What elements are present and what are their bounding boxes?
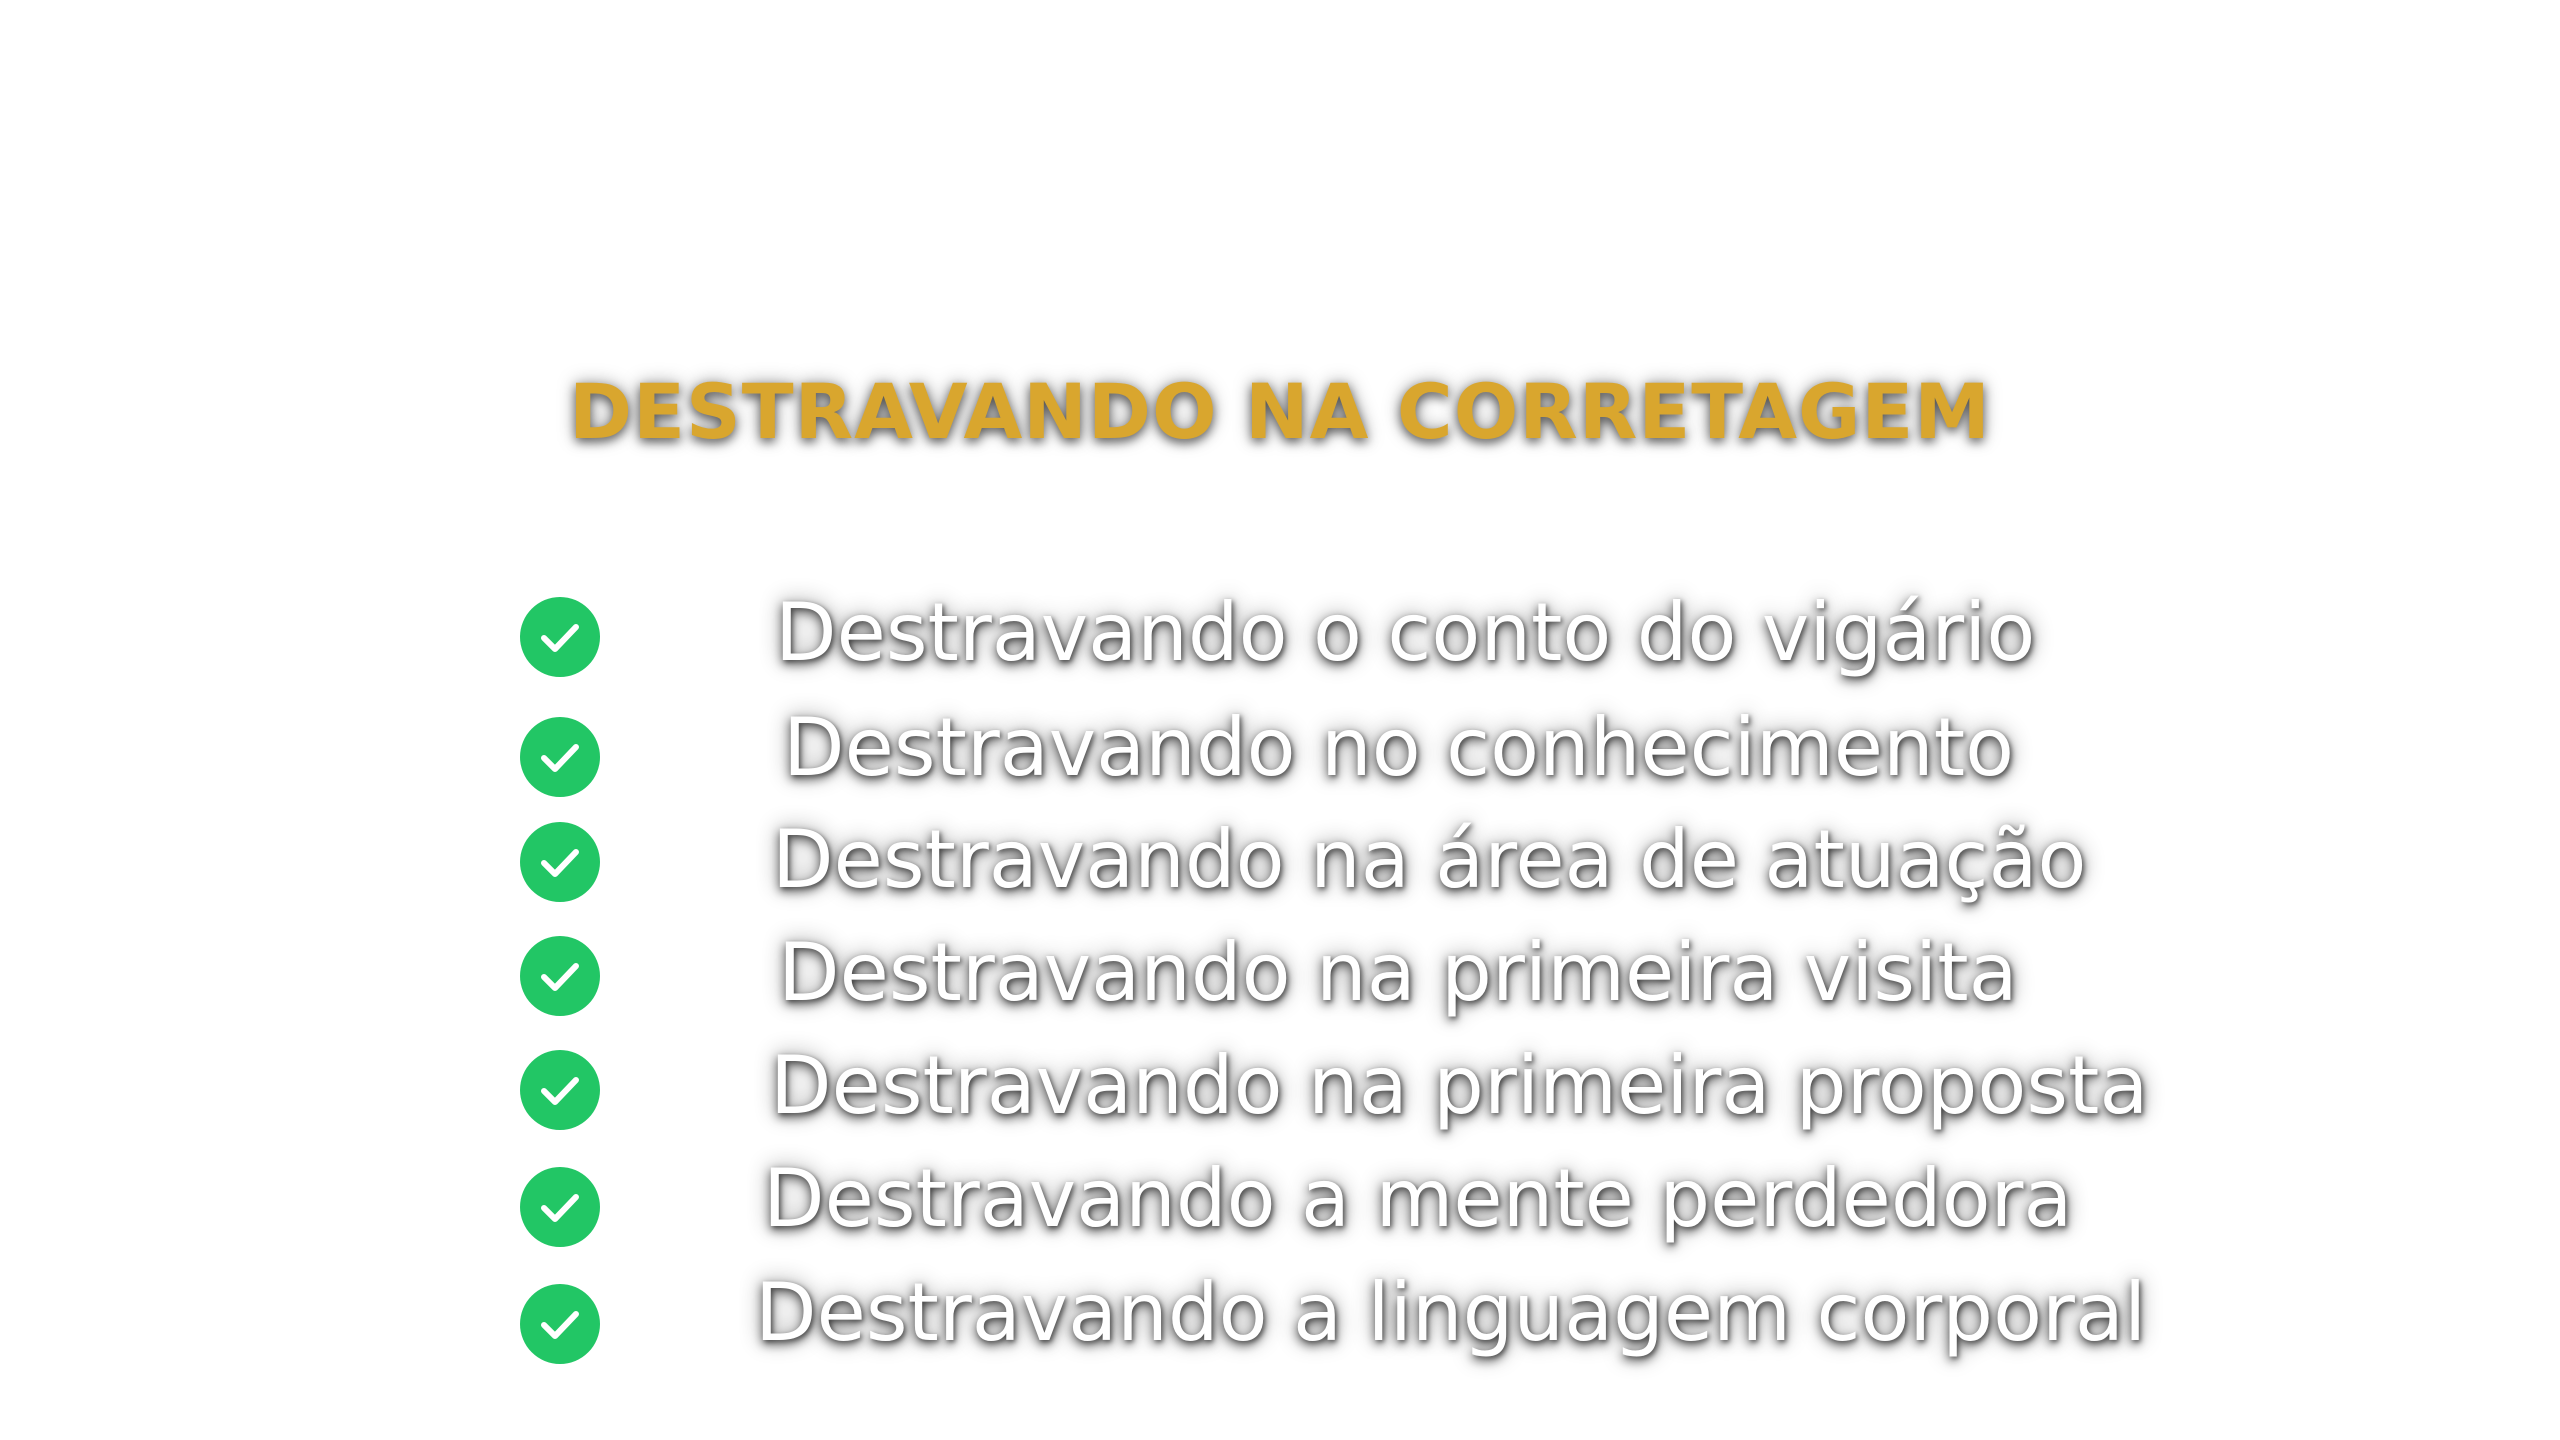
check-circle-icon [520, 717, 600, 797]
list-item: Destravando na primeira proposta [770, 1039, 2149, 1132]
page-title: DESTRAVANDO NA CORRETAGEM [569, 367, 1991, 456]
check-circle-icon [520, 597, 600, 677]
check-circle-icon [520, 822, 600, 902]
check-circle-icon [520, 1167, 600, 1247]
check-circle-icon [520, 1284, 600, 1364]
check-circle-icon [520, 1050, 600, 1130]
list-item: Destravando na área de atuação [772, 813, 2087, 906]
check-circle-icon [520, 936, 600, 1016]
list-item: Destravando na primeira visita [778, 926, 2018, 1019]
list-item: Destravando a linguagem corporal [755, 1266, 2147, 1359]
list-item: Destravando a mente perdedora [763, 1152, 2073, 1245]
list-item: Destravando no conhecimento [783, 701, 2015, 794]
list-item: Destravando o conto do vigário [775, 586, 2036, 679]
